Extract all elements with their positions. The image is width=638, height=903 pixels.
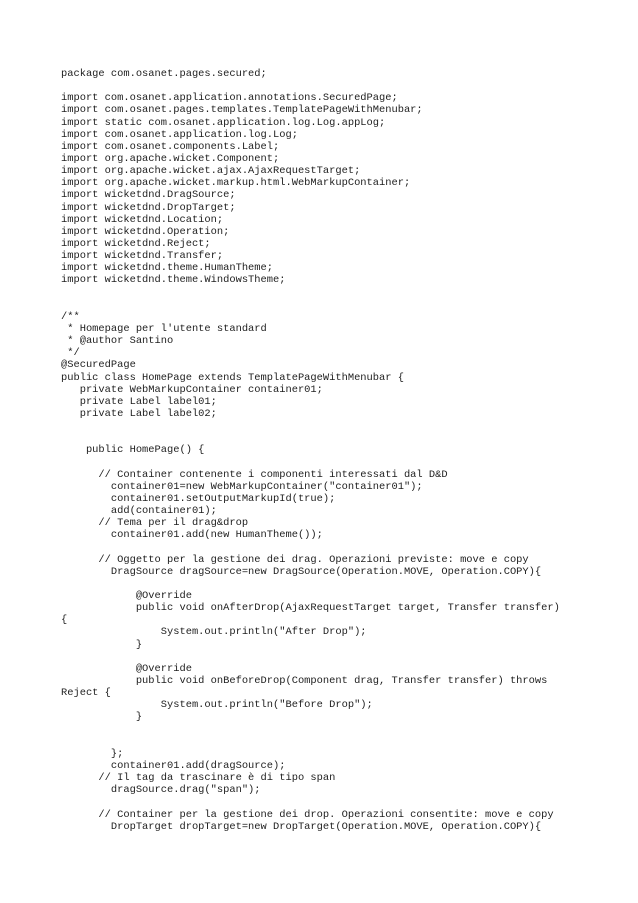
code-line: import com.osanet.components.Label;: [61, 140, 280, 153]
code-line: import org.apache.wicket.ajax.AjaxRequestTarget;: [61, 165, 361, 178]
code-line: package com.osanet.pages.secured;: [61, 68, 267, 80]
code-line: private WebMarkupContainer container01;: [61, 383, 323, 396]
code-line: [61, 299, 560, 311]
code-line: // Il tag da trascinare è di tipo span: [61, 772, 336, 785]
code-line: private Label label01;: [61, 395, 217, 408]
code-line: [61, 724, 560, 736]
code-line: container01.add(new HumanTheme());: [61, 529, 323, 542]
code-line: public void onAfterDrop(AjaxRequestTarget target, Transfer transfer): [61, 602, 560, 615]
code-line: [61, 420, 560, 432]
code-line: @Override: [61, 662, 192, 675]
code-line: DragSource dragSource=new DragSource(Operation.MOVE, Operation.COPY){: [61, 565, 542, 578]
code-line: public class HomePage extends TemplatePageWithMenubar {: [61, 371, 404, 384]
code-line: // Container contenente i componenti interessati dal D&D: [61, 468, 448, 481]
code-line: // Oggetto per la gestione dei drag. Operazioni previste: move e copy: [61, 553, 529, 566]
code-line: [61, 457, 560, 469]
code-line: import com.osanet.pages.templates.TemplatePageWithMenubar;: [61, 104, 423, 117]
code-line: import com.osanet.application.log.Log;: [61, 128, 298, 141]
code-line: private Label label02;: [61, 407, 217, 420]
code-line: @SecuredPage: [61, 359, 136, 372]
code-line: [61, 796, 560, 808]
code-line: [61, 287, 560, 299]
code-line: import org.apache.wicket.markup.html.WebMarkupContainer;: [61, 177, 411, 190]
code-line: * Homepage per l'utente standard: [61, 322, 267, 335]
code-line: * @author Santino: [61, 335, 174, 348]
code-line: import org.apache.wicket.Component;: [61, 152, 280, 165]
code-line: import wicketdnd.Operation;: [61, 225, 230, 238]
code-line: import wicketdnd.DropTarget;: [61, 201, 236, 214]
code-line: public void onBeforeDrop(Component drag, Transfer transfer) throws: [61, 675, 548, 688]
code-line: container01.setOutputMarkupId(true);: [61, 492, 336, 505]
code-line: import wicketdnd.theme.HumanTheme;: [61, 262, 274, 275]
code-line: import wicketdnd.theme.WindowsTheme;: [61, 274, 286, 287]
code-line: [61, 651, 560, 663]
code-line: container01.add(dragSource);: [61, 760, 286, 773]
code-line: }: [61, 711, 143, 724]
code-line: DropTarget dropTarget=new DropTarget(Operation.MOVE, Operation.COPY){: [61, 820, 542, 833]
code-line: /**: [61, 310, 80, 323]
code-line: System.out.println("After Drop");: [61, 626, 367, 639]
code-line: // Tema per il drag&drop: [61, 517, 249, 530]
code-line: // Container per la gestione dei drop. Operazioni consentite: move e copy: [61, 808, 554, 821]
code-line: container01=new WebMarkupContainer("container01");: [61, 480, 423, 493]
code-line: }: [61, 638, 143, 651]
code-line: import wicketdnd.Reject;: [61, 237, 211, 250]
code-line: dragSource.drag("span");: [61, 784, 261, 797]
code-line: System.out.println("Before Drop");: [61, 699, 373, 712]
code-line: Reject {: [61, 687, 111, 700]
code-line: import wicketdnd.Transfer;: [61, 250, 224, 263]
code-line: import com.osanet.application.annotations.SecuredPage;: [61, 92, 398, 105]
code-line: [61, 432, 560, 444]
code-listing: [61, 68, 560, 833]
code-line: @Override: [61, 590, 192, 603]
code-line: */: [61, 347, 80, 360]
code-line: add(container01);: [61, 505, 217, 518]
code-line: [61, 80, 560, 92]
code-line: public HomePage() {: [61, 444, 205, 457]
code-line: import wicketdnd.Location;: [61, 213, 224, 226]
code-line: import static com.osanet.application.log.Log.appLog;: [61, 116, 386, 129]
code-line: [61, 578, 560, 590]
code-line: [61, 541, 560, 553]
code-line: {: [61, 614, 68, 627]
code-line: };: [61, 747, 124, 760]
code-line: import wicketdnd.DragSource;: [61, 189, 236, 202]
code-line: [61, 736, 560, 748]
